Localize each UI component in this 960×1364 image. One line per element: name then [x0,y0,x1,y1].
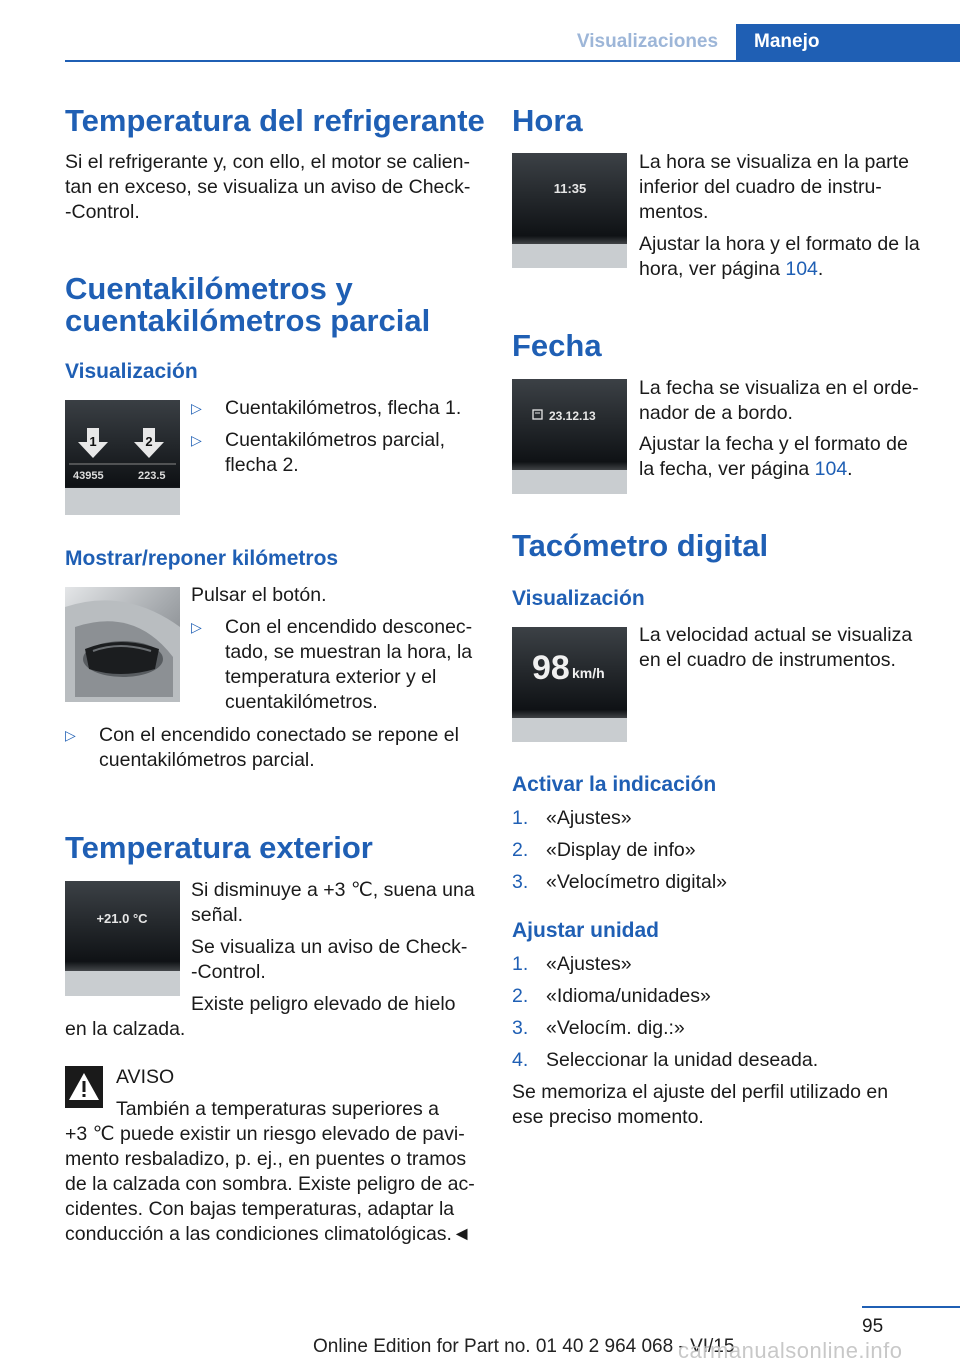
text-fecha-2: Ajustar la fecha y el formato de la fecha, ver página 104. [639,433,908,480]
speed-value: 98 [532,649,570,687]
footer-rule [862,1306,960,1308]
text-hora-1: La hora se visualiza en la parte inferior del cuadro de instru- mentos. [639,151,909,223]
list-item: 2. «Idioma/unidades» [512,985,711,1007]
odometer-value: 43955 [73,470,104,482]
digital-speed-display-image [512,627,627,742]
text-temp-2: Se visualiza un aviso de Check- -Control. [191,936,468,983]
text-refrigerante: Si el refrigerante y, con ello, el motor se calien- tan en exceso, se visualiza un aviso de Check- -Control. [65,151,471,223]
header-rule [65,60,960,62]
subheading-activar-indicacion: Activar la indicación [512,773,717,796]
page-link-104[interactable]: 104 [785,258,818,280]
heading-fecha: Fecha [512,328,602,363]
subheading-mostrar-reponer: Mostrar/reponer kilómetros [65,547,339,570]
list-item: ▷ Con el encendido desconec- tado, se muestran la hora, la temperatura exterior y el cuentakilómetros. [191,616,473,713]
warning-text: +3 ℃ puede existir un riesgo elevado de pavi- mento resbaladizo, p. ej., en puentes o tramos de la calzada con sombra. Existe peligro de ac- cidentes. Con bajas temperaturas, adaptar la conducción a las condiciones climatológicas.◄ [65,1123,475,1245]
arrow-1-label: 1 [89,434,97,449]
temperature-value: +21.0 °C [96,911,148,926]
list-item: 1. «Ajustes» [512,807,632,829]
list-item: ▷ Con el encendido conectado se repone el cuentakilómetros parcial. [65,724,459,771]
reset-button-image [65,587,180,702]
trip-odometer-value: 223.5 [138,470,166,482]
speed-unit: km/h [572,665,605,681]
text-pulsar-boton: Pulsar el botón. [191,584,327,606]
list-item: 3. «Velocím. dig.:» [512,1017,685,1039]
triangle-bullet-icon: ▷ [191,619,202,635]
arrow-2-label: 2 [145,434,153,449]
list-item: ▷ Cuentakilómetros parcial, flecha 2. [191,429,446,476]
text-fecha-1: La fecha se visualiza en el orde- nador de a bordo. [639,377,919,424]
heading-hora: Hora [512,103,583,138]
header-chapter-tab: Manejo [736,24,960,60]
warning-text-line-1: También a temperaturas superiores a [116,1098,439,1120]
outside-temperature-display-image [65,881,180,996]
date-value: 23.12.13 [549,409,596,423]
edition-note: Online Edition for Part no. 01 40 2 964 068 - VI/15 [313,1336,735,1357]
clock-value: 11:35 [553,181,587,196]
page-link-104[interactable]: 104 [814,458,848,480]
text-temp-3a: Existe peligro elevado de hielo [191,993,456,1015]
odometer-display-image [65,400,180,515]
text-temp-3b: en la calzada. [65,1018,186,1040]
heading-tacometro-digital: Tacómetro digital [512,528,769,563]
subheading-ajustar-unidad: Ajustar unidad [512,919,660,942]
list-item: ▷ Cuentakilómetros, flecha 1. [191,397,462,419]
clock-display-image [512,153,627,268]
warning-icon [65,1066,103,1108]
text-hora-2: Ajustar la hora y el formato de la hora, ver página 104. [639,233,920,280]
text-temp-1: Si disminuye a +3 ℃, suena una señal. [191,879,475,926]
watermark: carmanualsonline.info [678,1338,903,1363]
text-memoriza: Se memoriza el ajuste del perfil utilizado en ese preciso momento. [512,1081,889,1128]
header-section-tab: Visualizaciones [576,31,719,52]
subheading-visualizacion: Visualización [65,360,198,383]
page-number: 95 [862,1316,884,1337]
text-tacometro: La velocidad actual se visualiza en el cuadro de instrumentos. [639,624,913,671]
triangle-bullet-icon: ▷ [191,400,202,416]
list-item: 1. «Ajustes» [512,953,632,975]
list-item: 4. Seleccionar la unidad deseada. [512,1049,819,1071]
heading-temperatura-refrigerante: Temperatura del refrigerante [65,103,485,138]
triangle-bullet-icon: ▷ [191,432,202,448]
triangle-bullet-icon: ▷ [65,727,76,743]
list-item: 3. «Velocímetro digital» [512,871,728,893]
list-item: 2. «Display de info» [512,839,696,861]
warning-title: AVISO [116,1066,175,1088]
date-display-image [512,379,627,494]
subheading-visualizacion: Visualización [512,587,645,610]
heading-cuentakilometros: Cuentakilómetros y cuentakilómetros parcial [65,271,431,338]
heading-temperatura-exterior: Temperatura exterior [65,830,373,865]
